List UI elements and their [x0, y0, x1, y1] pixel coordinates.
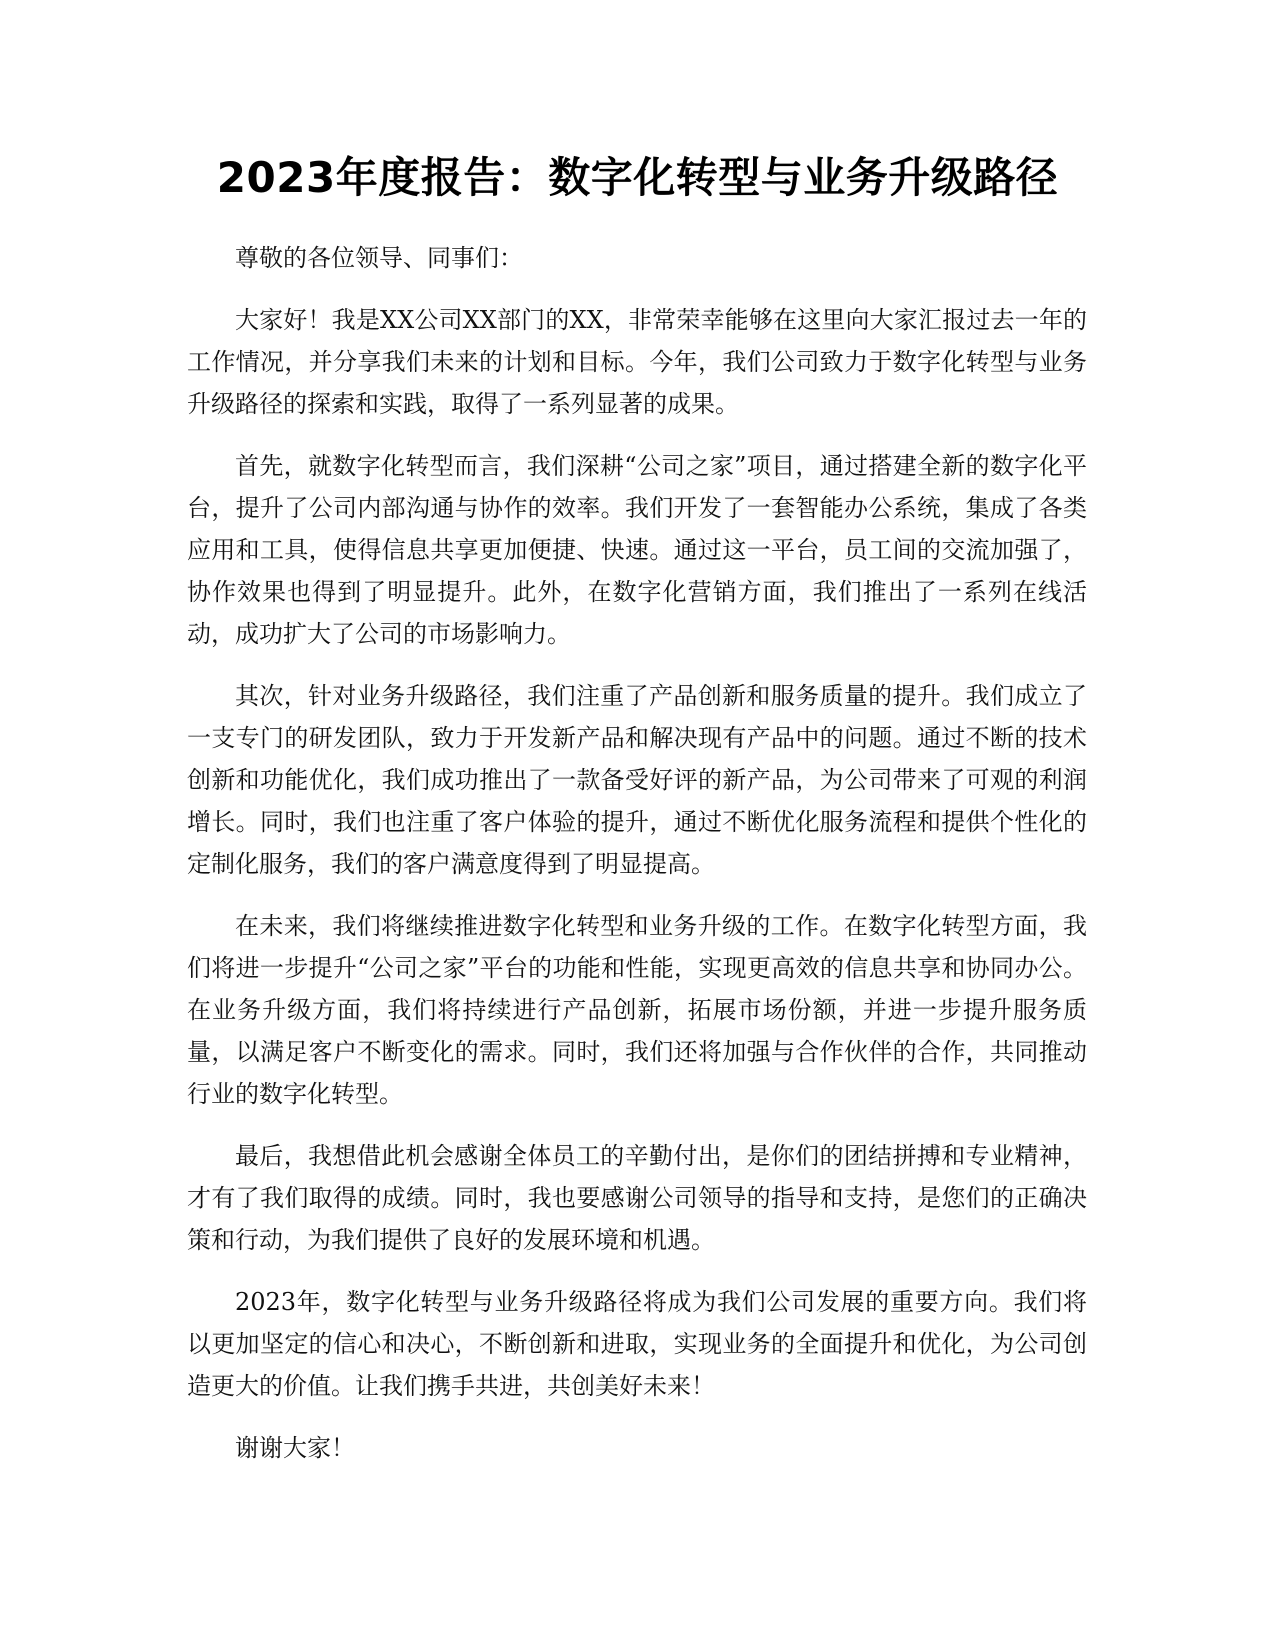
paragraph-digital-transformation: 首先，就数字化转型而言，我们深耕“公司之家”项目，通过搭建全新的数字化平台，提升了公司内部沟通与协作的效率。我们开发了一套智能办公系统，集成了各类应用和工具，使得信息共享更加便捷、快速。通过这一平台，员工间的交流加强了，协作效果也得到了明显提升。此外，在数字化营销方面，我们推出了一系列在线活动，成功扩大了公司的市场影响力。 [187, 452, 1087, 648]
paragraph-introduction: 大家好！我是XX公司XX部门的XX，非常荣幸能够在这里向大家汇报过去一年的工作情况，并分享我们未来的计划和目标。今年，我们公司致力于数字化转型与业务升级路径的探索和实践，取得了一系列显著的成果。 [187, 306, 1087, 418]
paragraph-outlook: 2023年，数字化转型与业务升级路径将成为我们公司发展的重要方向。我们将以更加坚定的信心和决心，不断创新和进取，实现业务的全面提升和优化，为公司创造更大的价值。让我们携手共进，共创美好未来！ [187, 1288, 1087, 1400]
document-body [187, 237, 1087, 1489]
paragraph-business-upgrade: 其次，针对业务升级路径，我们注重了产品创新和服务质量的提升。我们成立了一支专门的研发团队，致力于开发新产品和解决现有产品中的问题。通过不断的技术创新和功能优化，我们成功推出了一款备受好评的新产品，为公司带来了可观的利润增长。同时，我们也注重了客户体验的提升，通过不断优化服务流程和提供个性化的定制化服务，我们的客户满意度得到了明显提高。 [187, 682, 1087, 878]
paragraph-acknowledgements: 最后，我想借此机会感谢全体员工的辛勤付出，是你们的团结拼搏和专业精神，才有了我们取得的成绩。同时，我也要感谢公司领导的指导和支持，是您们的正确决策和行动，为我们提供了良好的发展环境和机遇。 [187, 1142, 1087, 1254]
paragraph-greeting: 尊敬的各位领导、同事们： [235, 244, 523, 272]
paragraph-future-plans: 在未来，我们将继续推进数字化转型和业务升级的工作。在数字化转型方面，我们将进一步提升“公司之家”平台的功能和性能，实现更高效的信息共享和协同办公。在业务升级方面，我们将持续进行产品创新，拓展市场份额，并进一步提升服务质量，以满足客户不断变化的需求。同时，我们还将加强与合作伙伴的合作，共同推动行业的数字化转型。 [187, 912, 1087, 1108]
document-title: 2023年度报告：数字化转型与业务升级路径 [216, 153, 1059, 202]
paragraph-closing: 谢谢大家！ [235, 1434, 355, 1462]
